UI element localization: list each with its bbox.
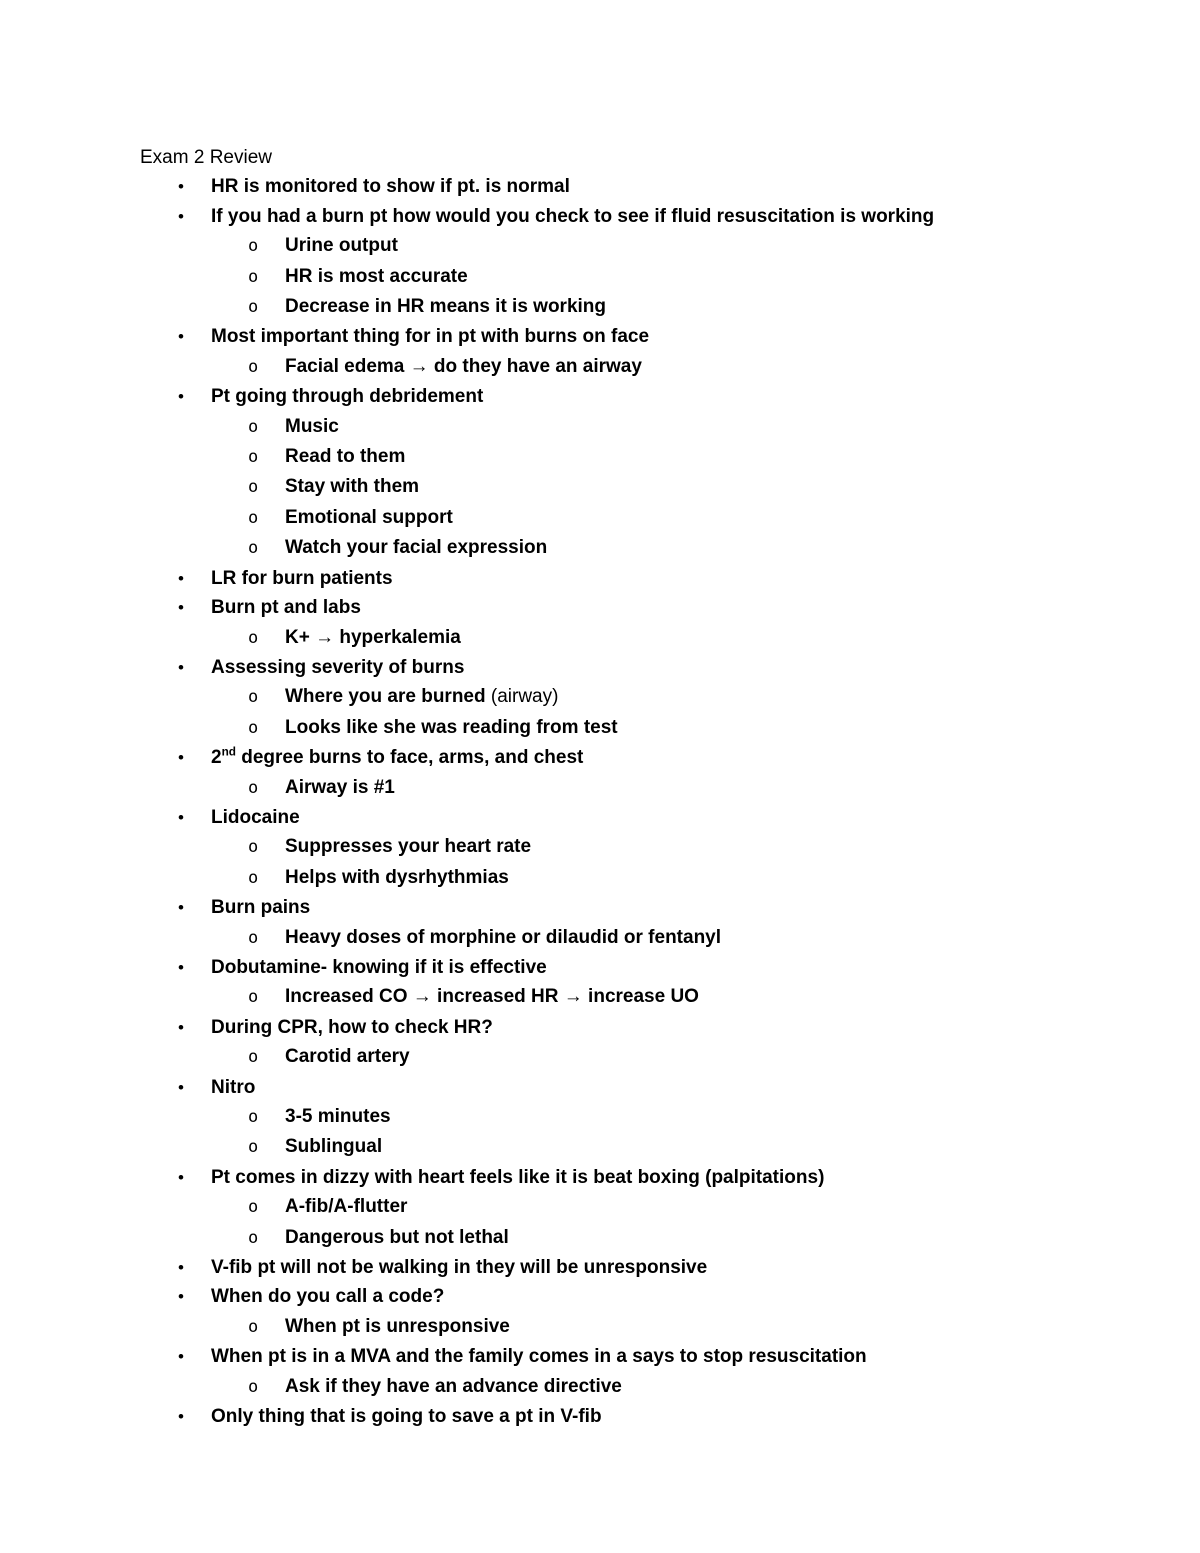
circle-bullet-icon: o [248,717,259,738]
list-item-text: Only thing that is going to save a pt in V-fib [211,1406,602,1428]
list-item [248,1223,1110,1253]
list-item [248,412,1110,442]
list-item-text: Ask if they have an advance directive [285,1375,622,1397]
circle-bullet-icon: o [248,1107,259,1127]
circle-bullet-icon: o [248,416,259,437]
list-item [178,1282,1110,1311]
circle-bullet-icon: o [248,1047,259,1068]
list-item [248,682,1110,712]
bullet-icon: • [178,568,184,588]
list-item [248,292,1110,322]
list-item-text: HR is most accurate [285,265,468,287]
list-item [178,743,1110,772]
circle-bullet-icon: o [248,266,259,287]
list-item [248,1132,1110,1162]
list-item-text: Helps with dysrhythmias [285,866,509,888]
list-item [248,623,1110,653]
list-item [248,1042,1110,1072]
circle-bullet-icon: o [248,867,259,888]
list-item-text: Heavy doses of morphine or dilaudid or fentanyl [285,926,722,948]
list-item-text: During CPR, how to check HR? [211,1016,493,1038]
list-item [248,1192,1110,1222]
list-item [178,172,1110,201]
circle-bullet-icon: o [248,1137,259,1158]
list-item-text: V-fib pt will not be walking in they will be unresponsive [211,1257,708,1279]
list-item [248,1312,1110,1342]
circle-bullet-icon: o [248,1197,259,1218]
circle-bullet-icon: o [248,927,259,948]
list-item-text: Suppresses your heart rate [285,836,532,858]
list-item-text: LR for burn patients [211,567,393,589]
circle-bullet-icon: o [248,236,259,257]
bullet-icon: • [178,598,184,618]
list-item-text: If you had a burn pt how would you check to see if fluid resuscitation is working [211,205,935,227]
circle-bullet-icon: o [248,777,259,798]
list-item-text: Stay with them [285,476,420,498]
list-item-text: Burn pt and labs [211,597,361,619]
list-item [248,352,1110,382]
list-item [248,863,1110,893]
circle-bullet-icon: o [248,1227,259,1248]
list-item-text: Where you are burned (airway) [285,686,559,708]
bullet-icon: • [178,1407,184,1427]
list-item [178,1342,1110,1371]
circle-bullet-icon: o [248,297,259,318]
bullet-icon: • [178,206,184,226]
list-item [248,832,1110,862]
list-item-text: Emotional support [285,506,453,528]
bullet-icon: • [178,177,184,197]
list-item [248,533,1110,563]
list-item [248,503,1110,533]
bullet-icon: • [178,748,184,768]
bullet-icon: • [178,898,184,918]
list-item [178,202,1110,231]
list-item-text: Lidocaine [211,806,300,828]
document-title: Exam 2 Review [140,147,272,168]
list-item-text: HR is monitored to show if pt. is normal [211,176,570,198]
list-item-text: 3-5 minutes [285,1106,391,1127]
list-item-text: A-fib/A-flutter [285,1196,408,1218]
list-item-text: Pt going through debridement [211,386,484,408]
bullet-icon: • [178,957,184,977]
bullet-icon: • [178,657,184,677]
list-item-text: When pt is in a MVA and the family comes in a says to stop resuscitation [211,1346,867,1368]
list-item [178,564,1110,593]
list-item-text: Urine output [285,235,398,257]
list-item [178,1402,1110,1431]
list-item-text: Assessing severity of burns [211,656,465,678]
list-item-text: Sublingual [285,1136,383,1158]
list-item-text: Carotid artery [285,1046,410,1068]
list-item [248,1372,1110,1402]
list-item-text: Nitro [211,1076,256,1098]
list-item-text: Dobutamine- knowing if it is effective [211,956,547,978]
list-item [248,773,1110,803]
list-item-text: Increased CO → increased HR → increase UO [285,986,699,1008]
list-item [248,982,1110,1012]
list-item-text: Burn pains [211,897,311,919]
list-item-text: Airway is #1 [285,776,395,798]
bullet-icon: • [178,1167,184,1187]
list-item-text: Dangerous but not lethal [285,1226,509,1248]
circle-bullet-icon: o [248,627,259,648]
circle-bullet-icon: o [248,356,259,377]
circle-bullet-icon: o [248,477,259,498]
circle-bullet-icon: o [248,687,259,708]
list-item-text: When pt is unresponsive [285,1315,510,1337]
list-item [248,713,1110,743]
circle-bullet-icon: o [248,987,259,1008]
bullet-icon: • [178,1258,184,1278]
list-item-text: Facial edema → do they have an airway [285,355,642,377]
list-item [178,893,1110,922]
list-item [178,1163,1110,1192]
list-item [248,262,1110,292]
list-item-text: Watch your facial expression [285,537,548,559]
bullet-icon: • [178,1287,184,1307]
list-item-text: Music [285,415,339,437]
bullet-icon: • [178,1077,184,1097]
list-item [248,442,1110,472]
list-item-text: Pt comes in dizzy with heart feels like it is beat boxing (palpitations) [211,1166,825,1188]
bullet-icon: • [178,1347,184,1367]
list-item [178,322,1110,351]
bullet-list [140,172,1110,1431]
circle-bullet-icon: o [248,1316,259,1337]
list-item-text: 2nd degree burns to face, arms, and chest [211,745,584,769]
bullet-icon: • [178,807,184,827]
list-item [178,653,1110,682]
bullet-icon: • [178,327,184,347]
circle-bullet-icon: o [248,837,259,858]
bullet-icon: • [178,1017,184,1037]
circle-bullet-icon: o [248,507,259,528]
list-item [178,953,1110,982]
list-item-text: Most important thing for in pt with burns on face [211,326,650,348]
list-item-text: When do you call a code? [211,1286,445,1308]
list-item [248,472,1110,502]
circle-bullet-icon: o [248,1376,259,1397]
list-item [178,382,1110,411]
list-item [248,1102,1110,1132]
list-item-text: Looks like she was reading from test [285,716,618,738]
list-item [248,231,1110,261]
list-item [248,923,1110,953]
bullet-icon: • [178,387,184,407]
circle-bullet-icon: o [248,538,259,559]
list-item [178,803,1110,832]
list-item [178,593,1110,622]
list-item [178,1073,1110,1102]
list-item-text: Decrease in HR means it is working [285,296,607,318]
list-item [178,1013,1110,1042]
list-item [178,1253,1110,1282]
list-item-text: K+ → hyperkalemia [285,626,461,648]
circle-bullet-icon: o [248,447,259,468]
list-item-text: Read to them [285,446,406,468]
